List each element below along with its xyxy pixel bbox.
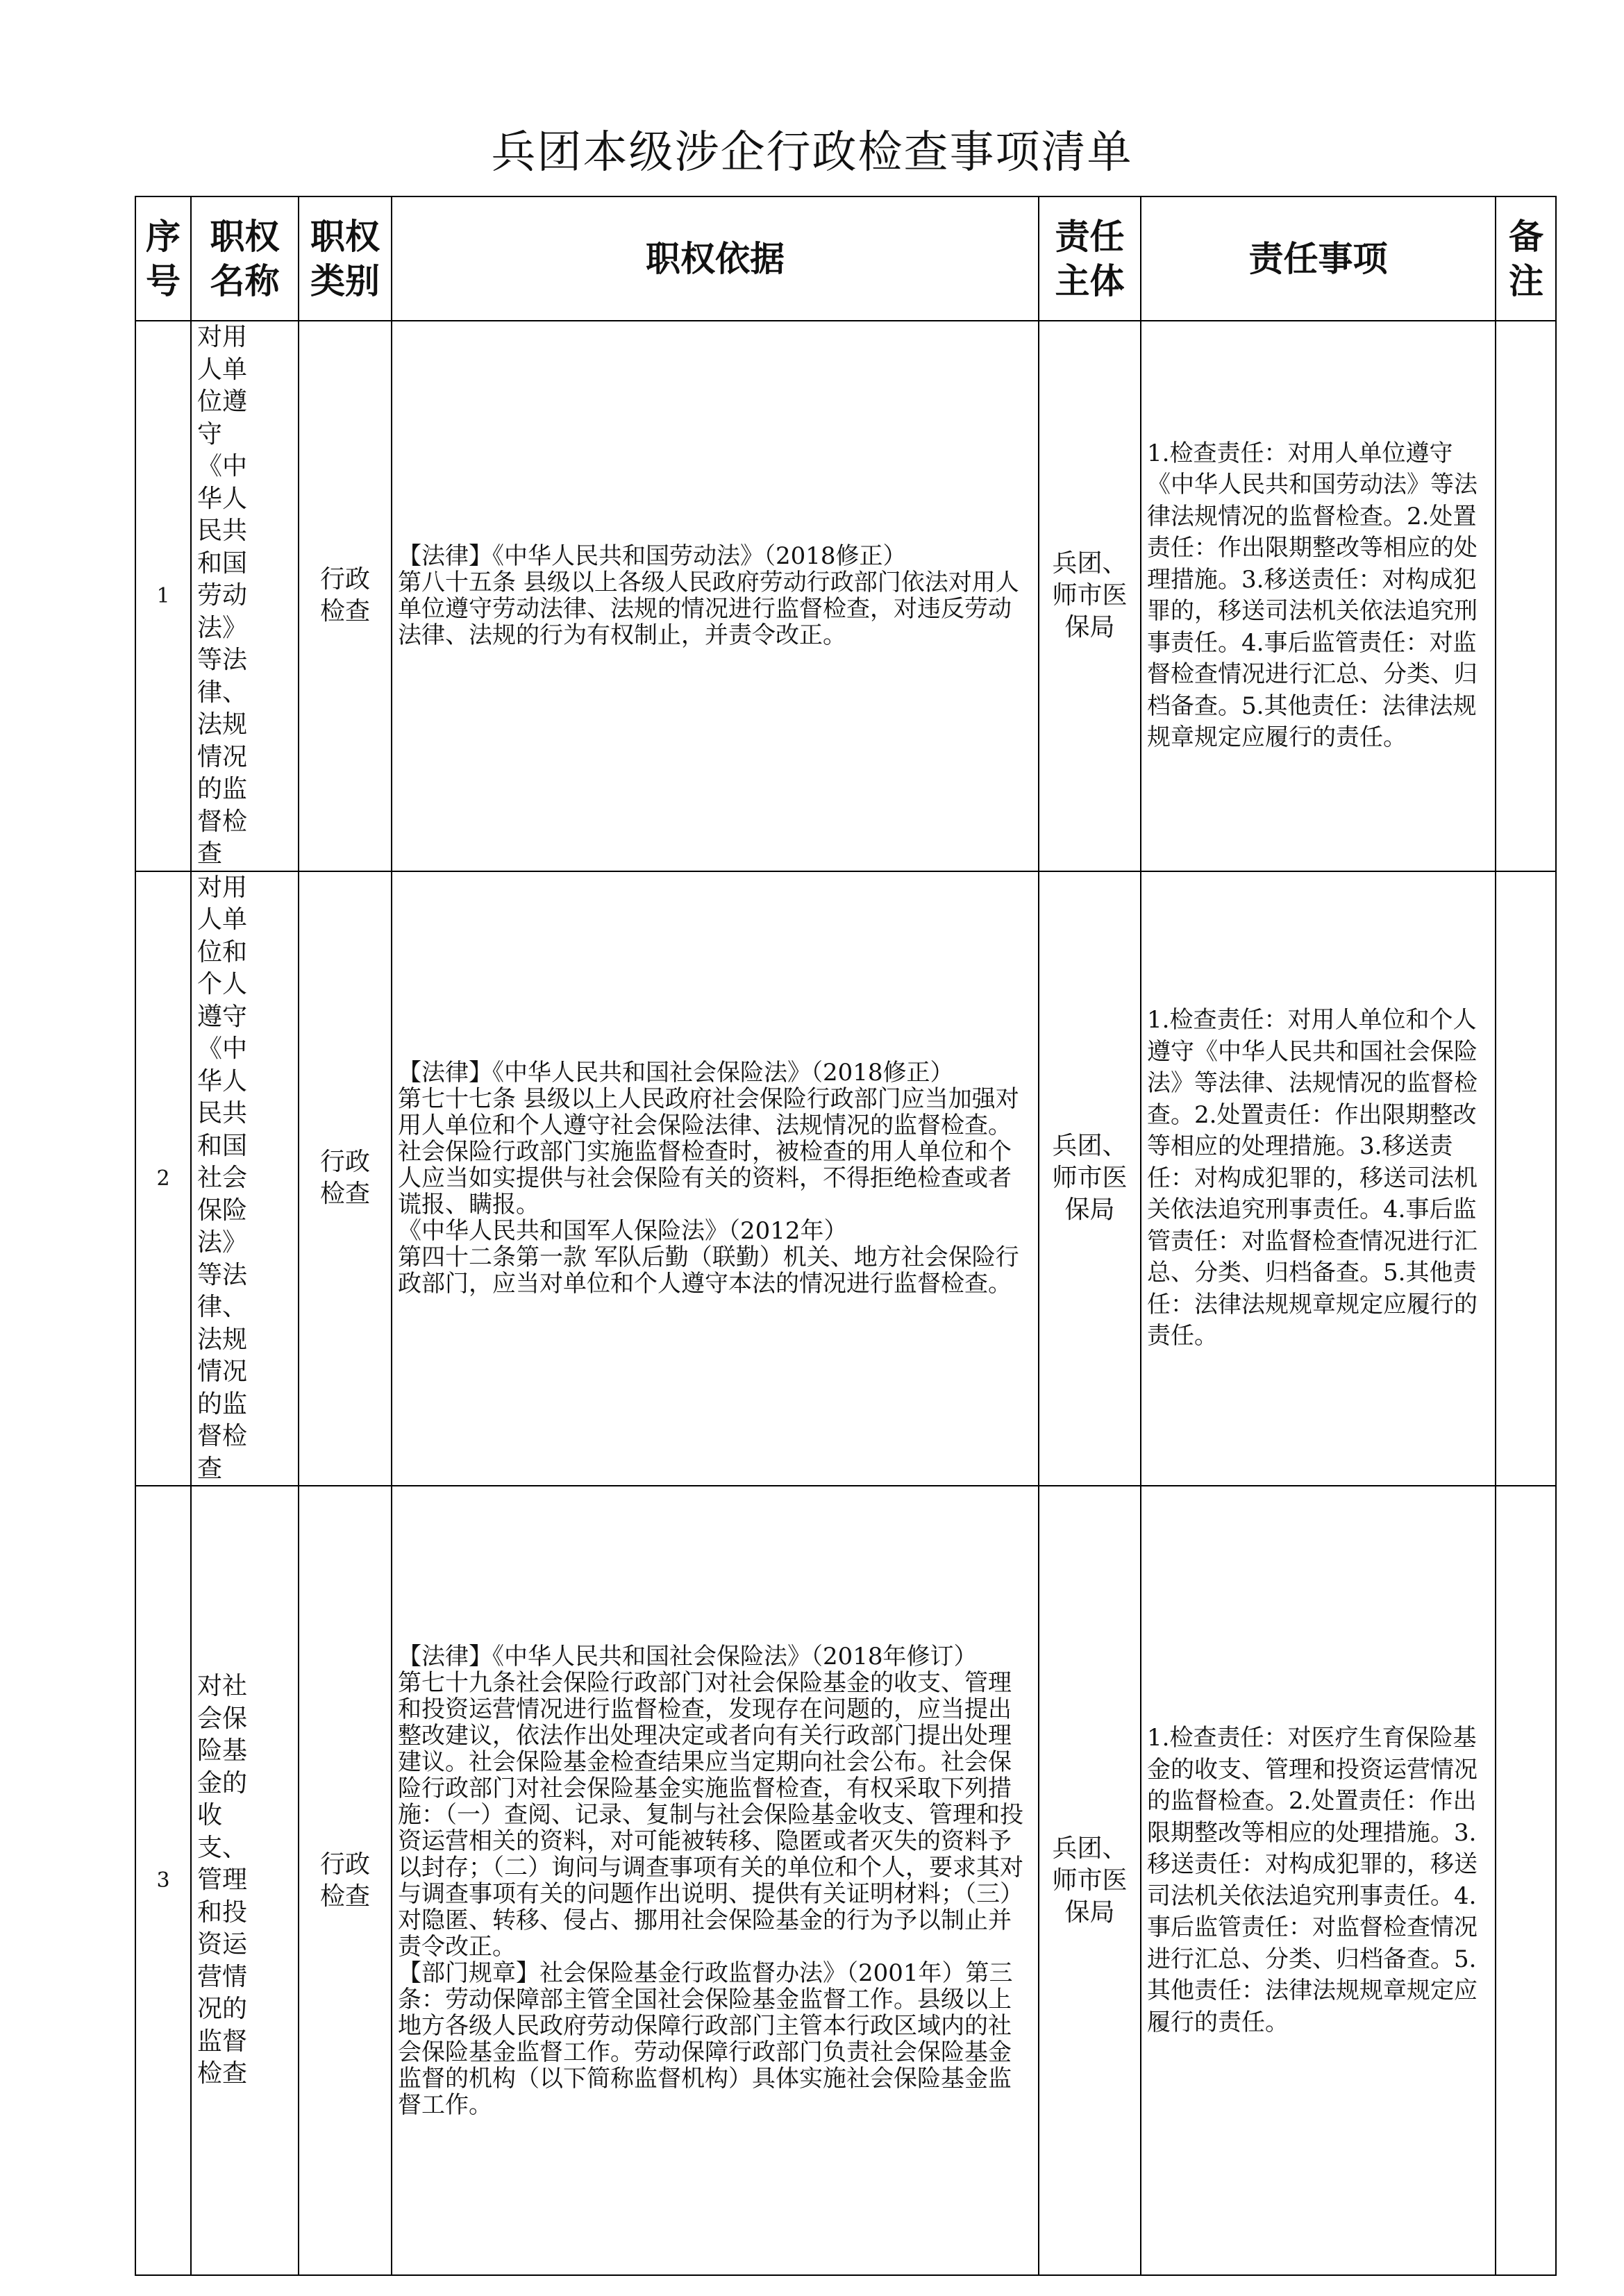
row-body: 兵团、师市医保局 <box>1052 1132 1128 1225</box>
row-note <box>1496 321 1556 871</box>
page-title: 兵团本级涉企行政检查事项清单 <box>491 127 1133 178</box>
inspection-table <box>135 196 1557 2276</box>
header-resp: 责任事项 <box>1141 196 1496 321</box>
header-idx: 序号 <box>135 196 191 321</box>
row-idx: 3 <box>135 1486 191 2275</box>
row-body: 兵团、师市医保局 <box>1052 549 1128 642</box>
row-basis: 【法律】《中华人民共和国社会保险法》（2018年修订） 第七十九条社会保险行政部门对社会保险基金的收支、管理和投资运营情况进行监督检查，发现存在问题的，应当提出整改建议，依法作出处理决定或者向有关行政部门提出处理建议。社会保险基金检查结果应当定期向社会公布。社会保险行政部门对社会保险基金实施监督检查，有权采取下列措施：（一）查阅、记录、复制与社会保险基金收支、管理和投资运营相关的资料，对可能被转移、隐匿或者灭失的资料予以封存；（二）询问与调查事项有关的单位和个人，要求其对与调查事项有关的问题作出说明、提供有关证明材料；（三）对隐匿、转移、侵占、挪用社会保险基金的行为予以制止并责令改正。 【部门规章】社会保险基金行政监督办法》（2001年）第三条：劳动保障部主管全国社会保险基金监督工作。县级以上地方各级人民政府劳动保障行政部门主管本行政区域内的社会保险基金监督工作。劳动保障行政部门负责社会保险基金监督的机构（以下简称监督机构）具体实施社会保险基金监督工作。 <box>398 1642 1023 2119</box>
table-row <box>135 321 1556 871</box>
row-resp: 1.检查责任：对用人单位遵守《中华人民共和国劳动法》等法律法规情况的监督检查。2.处置责任：作出限期整改等相应的处理措施。3.移送责任：对构成犯罪的，移送司法机关依法追究刑事责任。4.事后监管责任：对监督检查情况进行汇总、分类、归档备查。5.其他责任：法律法规规章规定应履行的责任。 <box>1147 439 1477 752</box>
row-idx: 1 <box>135 321 191 871</box>
table-row <box>135 1486 1556 2275</box>
header-body: 责任主体 <box>1039 196 1141 321</box>
row-name: 对用人单位遵守《中华人民共和国劳动法》等法律、法规情况的监督检查 <box>197 323 248 868</box>
table-row <box>135 871 1556 1486</box>
row-note <box>1496 1486 1556 2275</box>
header-note: 备注 <box>1496 196 1556 321</box>
row-resp: 1.检查责任：对医疗生育保险基金的收支、管理和投资运营情况的监督检查。2.处置责任：作出限期整改等相应的处理措施。3.移送责任：对构成犯罪的，移送司法机关依法追究刑事责任。4.事后监管责任：对监督检查情况进行汇总、分类、归档备查。5.其他责任：法律法规规章规定应履行的责任。 <box>1147 1724 1477 2036</box>
row-basis: 【法律】《中华人民共和国劳动法》（2018修正） 第八十五条 县级以上各级人民政府劳动行政部门依法对用人单位遵守劳动法律、法规的情况进行监督检查，对违反劳动法律、法规的行为有权制止，并责令改正。 <box>398 542 1019 650</box>
header-name: 职权名称 <box>191 196 299 321</box>
row-note <box>1496 871 1556 1486</box>
row-name: 对社会保险基金的收支、管理和投资运营情况的监督检查 <box>197 1672 248 2088</box>
table-header-row <box>135 196 1556 321</box>
row-name: 对用人单位和个人遵守《中华人民共和国社会保险法》等法律、法规情况的监督检查 <box>197 873 248 1483</box>
row-idx: 2 <box>135 871 191 1486</box>
header-basis: 职权依据 <box>392 196 1039 321</box>
row-basis: 【法律】《中华人民共和国社会保险法》（2018修正） 第七十七条 县级以上人民政府社会保险行政部门应当加强对用人单位和个人遵守社会保险法律、法规情况的监督检查。社会保险行政部门实施监督检查时，被检查的用人单位和个人应当如实提供与社会保险有关的资料，不得拒绝检查或者谎报、瞒报。 《中华人民共和国军人保险法》（2012年） 第四十二条第一款 军队后勤（联勤）机关、地方社会保险行政部门，应当对单位和个人遵守本法的情况进行监督检查。 <box>398 1059 1019 1298</box>
row-type: 行政检查 <box>319 1850 370 1911</box>
header-type: 职权类别 <box>299 196 392 321</box>
row-type: 行政检查 <box>319 565 370 626</box>
row-type: 行政检查 <box>319 1148 370 1209</box>
row-body: 兵团、师市医保局 <box>1052 1834 1128 1927</box>
row-resp: 1.检查责任：对用人单位和个人遵守《中华人民共和国社会保险法》等法律、法规情况的监督检查。2.处置责任：作出限期整改等相应的处理措施。3.移送责任：对构成犯罪的，移送司法机关依法追究刑事责任。4.事后监管责任：对监督检查情况进行汇总、分类、归档备查。5.其他责任：法律法规规章规定应履行的责任。 <box>1147 1006 1477 1350</box>
